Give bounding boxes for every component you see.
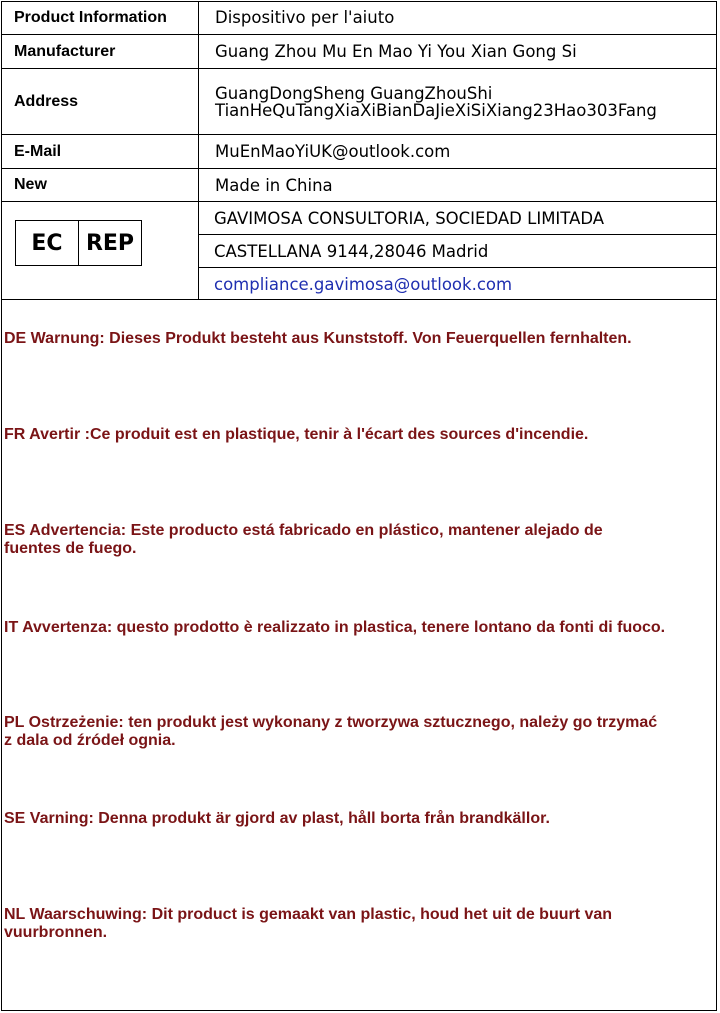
warning-pl: PL Ostrzeżenie: ten produkt jest wykonany z tworzywa sztucznego, należy go trzymać z dala od źródeł ognia. [4, 714, 658, 749]
value-manufacturer: Guang Zhou Mu En Mao Yi You Xian Gong Si [215, 42, 577, 61]
label-manufacturer: Manufacturer [1, 35, 199, 68]
table-bottom-divider [1, 299, 717, 300]
row-email [1, 135, 717, 169]
value-address [199, 69, 717, 134]
ec-rep-symbol-ec: EC [16, 221, 79, 265]
warning-se: SE Varning: Denna produkt är gjord av plast, håll borta från brandkällor. [4, 810, 550, 827]
label-product-information: Product Information [1, 1, 199, 34]
address-line-1: GuangDongSheng GuangZhouShi [215, 83, 493, 103]
label-email: E-Mail [1, 135, 199, 168]
ec-rep-symbol-icon [15, 220, 142, 266]
value-new: Made in China [215, 175, 333, 195]
ec-rep-email-link[interactable]: compliance.gavimosa@outlook.com [214, 274, 513, 294]
row-new [1, 169, 717, 202]
row-manufacturer [1, 35, 717, 69]
row-product-information [1, 1, 717, 35]
value-product-information: Dispositivo per l'aiuto [215, 8, 395, 27]
ec-rep-symbol-rep: REP [85, 230, 135, 256]
row-address [1, 69, 717, 135]
warning-nl: NL Waarschuwing: Dit product is gemaakt van plastic, houd het uit de buurt van vuurbronnen. [4, 906, 613, 941]
warning-it: IT Avvertenza: questo prodotto è realizzato in plastica, tenere lontano da fonti di fuoco. [4, 619, 666, 636]
warning-es: ES Advertencia: Este producto está fabricado en plástico, mantener alejado de fuentes de fuego. [4, 522, 603, 557]
label-new: New [1, 169, 199, 201]
warning-de: DE Warnung: Dieses Produkt besteht aus Kunststoff. Von Feuerquellen fernhalten. [4, 330, 632, 347]
label-address: Address [1, 69, 199, 134]
ec-rep-symbol-cell [1, 201, 199, 300]
value-email[interactable]: MuEnMaoYiUK@outlook.com [215, 142, 451, 161]
ec-rep-company: GAVIMOSA CONSULTORIA, SOCIEDAD LIMITADA [199, 202, 717, 235]
ec-rep-address: CASTELLANA 9144,28046 Madrid [199, 235, 717, 268]
warning-fr: FR Avertir :Ce produit est en plastique, tenir à l'écart des sources d'incendie. [4, 426, 589, 443]
address-line-2: TianHeQuTangXiaXiBianDaJieXiSiXiang23Hao303Fang [215, 100, 657, 120]
